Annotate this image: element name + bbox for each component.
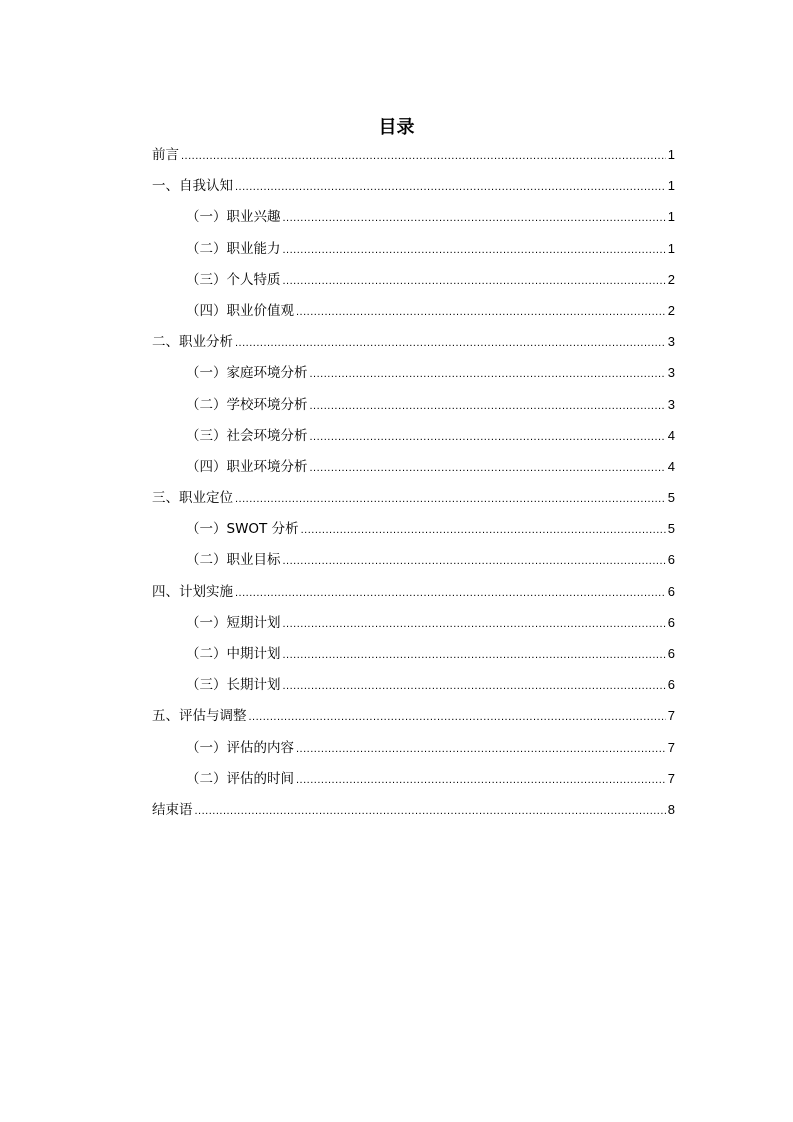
toc-entry-label: （一）职业兴趣 bbox=[186, 209, 281, 226]
toc-entry-dot-leader bbox=[310, 422, 666, 453]
toc-entry-label: 五、评估与调整 bbox=[152, 708, 247, 725]
toc-entry-label: 前言 bbox=[152, 147, 179, 163]
toc-entry-label: 一、自我认知 bbox=[152, 178, 233, 195]
toc-entry[interactable] bbox=[152, 451, 675, 482]
toc-entry[interactable] bbox=[152, 170, 675, 201]
toc-entry-label: （三）社会环境分析 bbox=[186, 427, 308, 444]
table-of-contents bbox=[152, 139, 675, 825]
toc-entry-label: （三）个人特质 bbox=[186, 271, 281, 288]
toc-entry-label: （四）职业价值观 bbox=[186, 302, 294, 319]
toc-entry[interactable] bbox=[152, 513, 675, 544]
toc-entry-dot-leader bbox=[195, 796, 666, 827]
toc-entry[interactable] bbox=[152, 732, 675, 763]
toc-entry[interactable] bbox=[152, 420, 675, 451]
toc-entry-dot-leader bbox=[283, 640, 666, 671]
toc-entry-label: （二）评估的时间 bbox=[186, 770, 294, 787]
toc-entry[interactable] bbox=[152, 201, 675, 232]
toc-entry-page-number: 1 bbox=[667, 147, 675, 162]
toc-entry[interactable] bbox=[152, 607, 675, 638]
toc-entry-label: （一）家庭环境分析 bbox=[186, 365, 308, 382]
toc-entry-dot-leader bbox=[181, 141, 666, 172]
toc-entry-dot-leader bbox=[283, 671, 666, 702]
toc-entry-page-number: 6 bbox=[667, 614, 675, 630]
toc-entry-dot-leader bbox=[296, 734, 666, 765]
toc-entry-page-number: 8 bbox=[667, 801, 675, 817]
toc-entry-label: （二）中期计划 bbox=[186, 646, 281, 662]
toc-entry-page-number: 7 bbox=[667, 708, 675, 724]
toc-entry[interactable] bbox=[152, 794, 675, 825]
toc-entry[interactable] bbox=[152, 139, 675, 170]
toc-entry[interactable] bbox=[152, 264, 675, 295]
toc-entry-dot-leader bbox=[235, 484, 666, 515]
toc-entry-page-number: 2 bbox=[667, 271, 675, 287]
toc-entry[interactable] bbox=[152, 576, 675, 607]
toc-entry-dot-leader bbox=[296, 765, 666, 796]
toc-entry-label: （二）职业目标 bbox=[186, 552, 281, 569]
toc-entry-label: （二）学校环境分析 bbox=[186, 396, 308, 413]
toc-entry-dot-leader bbox=[283, 546, 666, 577]
toc-entry-page-number: 3 bbox=[667, 396, 675, 412]
toc-entry-page-number: 1 bbox=[667, 209, 675, 225]
toc-entry-page-number: 6 bbox=[667, 677, 675, 693]
toc-entry-label: （四）职业环境分析 bbox=[186, 458, 308, 475]
toc-entry-page-number: 1 bbox=[667, 178, 675, 194]
toc-entry-page-number: 4 bbox=[667, 427, 675, 443]
toc-entry[interactable] bbox=[152, 357, 675, 388]
toc-entry[interactable] bbox=[152, 326, 675, 357]
toc-title: 目录 bbox=[378, 117, 415, 139]
toc-entry-page-number: 1 bbox=[667, 240, 675, 256]
toc-entry[interactable] bbox=[152, 295, 675, 326]
toc-entry-dot-leader bbox=[249, 702, 666, 733]
toc-entry[interactable] bbox=[152, 233, 675, 264]
toc-entry-page-number: 5 bbox=[667, 521, 675, 537]
toc-entry-page-number: 3 bbox=[667, 365, 675, 381]
toc-entry-dot-leader bbox=[283, 235, 666, 266]
toc-entry-label: （三）长期计划 bbox=[186, 677, 281, 694]
toc-entry-dot-leader bbox=[235, 578, 666, 609]
toc-entry-label: 四、计划实施 bbox=[152, 583, 233, 600]
toc-entry-dot-leader bbox=[283, 203, 666, 234]
toc-entry-dot-leader bbox=[310, 391, 666, 422]
toc-entry[interactable] bbox=[152, 389, 675, 420]
toc-entry-dot-leader bbox=[235, 172, 666, 203]
toc-entry-label: （一）SWOT 分析 bbox=[186, 521, 299, 538]
toc-entry-label: （一）评估的内容 bbox=[186, 739, 294, 756]
toc-entry-dot-leader bbox=[235, 328, 666, 359]
toc-entry-page-number: 4 bbox=[667, 458, 675, 474]
toc-entry-dot-leader bbox=[301, 515, 666, 546]
toc-entry-label: 结束语 bbox=[152, 801, 193, 818]
toc-entry-dot-leader bbox=[310, 453, 666, 484]
toc-entry-page-number: 6 bbox=[667, 646, 675, 661]
toc-entry[interactable] bbox=[152, 700, 675, 731]
toc-entry-page-number: 7 bbox=[667, 770, 675, 786]
toc-entry-dot-leader bbox=[296, 297, 666, 328]
toc-entry[interactable] bbox=[152, 763, 675, 794]
toc-entry-page-number: 6 bbox=[667, 583, 675, 599]
toc-entry[interactable] bbox=[152, 544, 675, 575]
toc-entry-page-number: 2 bbox=[667, 302, 675, 318]
toc-entry-page-number: 6 bbox=[667, 552, 675, 568]
toc-entry-label: 二、职业分析 bbox=[152, 334, 233, 351]
toc-entry[interactable] bbox=[152, 482, 675, 513]
toc-entry-page-number: 5 bbox=[667, 490, 675, 506]
toc-entry[interactable] bbox=[152, 638, 675, 669]
toc-entry-page-number: 7 bbox=[667, 739, 675, 755]
toc-entry-dot-leader bbox=[283, 609, 666, 640]
toc-entry-label: 三、职业定位 bbox=[152, 490, 233, 507]
toc-entry-label: （一）短期计划 bbox=[186, 614, 281, 631]
toc-entry-dot-leader bbox=[310, 359, 666, 390]
toc-entry-label: （二）职业能力 bbox=[186, 240, 281, 257]
toc-entry-dot-leader bbox=[283, 266, 666, 297]
toc-entry[interactable] bbox=[152, 669, 675, 700]
toc-entry-page-number: 3 bbox=[667, 334, 675, 350]
